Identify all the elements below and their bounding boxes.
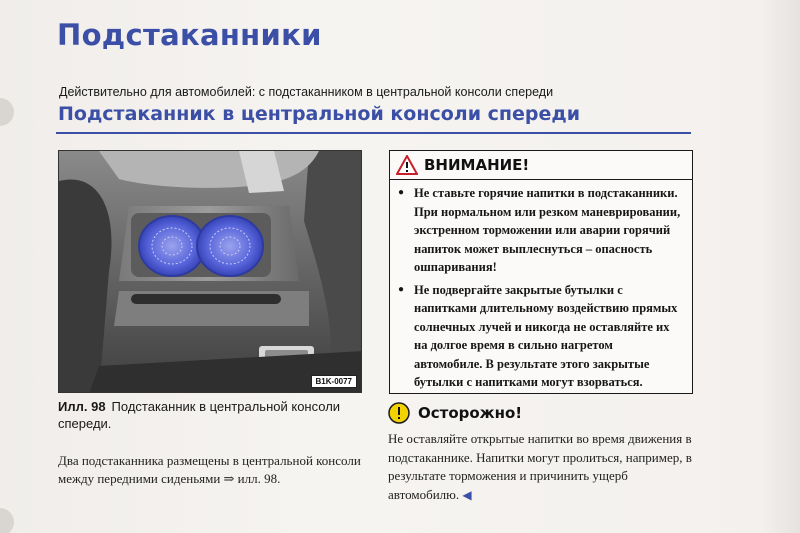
caution-paragraph: Не оставляйте открытые напитки во время движения в подстаканнике. Напитки могут пролиться, например, в результате торможения и причинить ущерб автомобилю. <box>388 431 692 502</box>
back-arrow-icon: ◀ <box>462 487 472 502</box>
binder-hole <box>0 508 14 533</box>
figure-caption <box>58 398 368 432</box>
page-title: Подстаканники <box>57 18 322 52</box>
warning-title: ВНИМАНИЕ! <box>424 156 530 174</box>
warning-body <box>390 180 692 392</box>
warning-triangle-icon <box>396 155 418 175</box>
caution-exclamation-icon <box>388 402 410 424</box>
warning-header <box>390 151 692 180</box>
body-paragraph: Два подстаканника размещены в центральной консоли между передними сиденьями ⇒ илл. 98. <box>58 453 361 486</box>
figure-caption-text: Подстаканник в центральной консоли спереди. <box>58 399 341 431</box>
figure-label: Илл. 98 <box>58 399 106 414</box>
section-title: Подстаканник в центральной консоли спереди <box>58 103 581 125</box>
validity-note: Действительно для автомобилей: с подстаканником в центральной консоли спереди <box>59 85 554 99</box>
warning-box <box>389 150 693 394</box>
console-drawing <box>59 151 362 393</box>
page-edge-shadow <box>760 0 800 533</box>
cupholder-illustration <box>58 150 362 393</box>
caution-text <box>388 430 693 504</box>
caution-title: Осторожно! <box>418 404 523 422</box>
section-divider <box>56 132 691 134</box>
illustration-id: B1K-0077 <box>311 375 357 388</box>
warning-item: ● Не подвергайте закрытые бутылки с напитками длительному воздействию прямых солнечных лучей и никогда не оставляйте их на долгое время в сильно нагретом автомобиле. В результате этого закрытые бутылки с напитками могут взорваться. <box>398 281 684 392</box>
binder-hole <box>0 98 14 126</box>
warning-item: ● Не ставьте горячие напитки в подстаканники. При нормальном или резком маневрировании, экстренном торможении или аварии горячий напиток может выплеснуться – опасность ошпаривания! <box>398 184 684 277</box>
caution-header <box>388 402 522 424</box>
